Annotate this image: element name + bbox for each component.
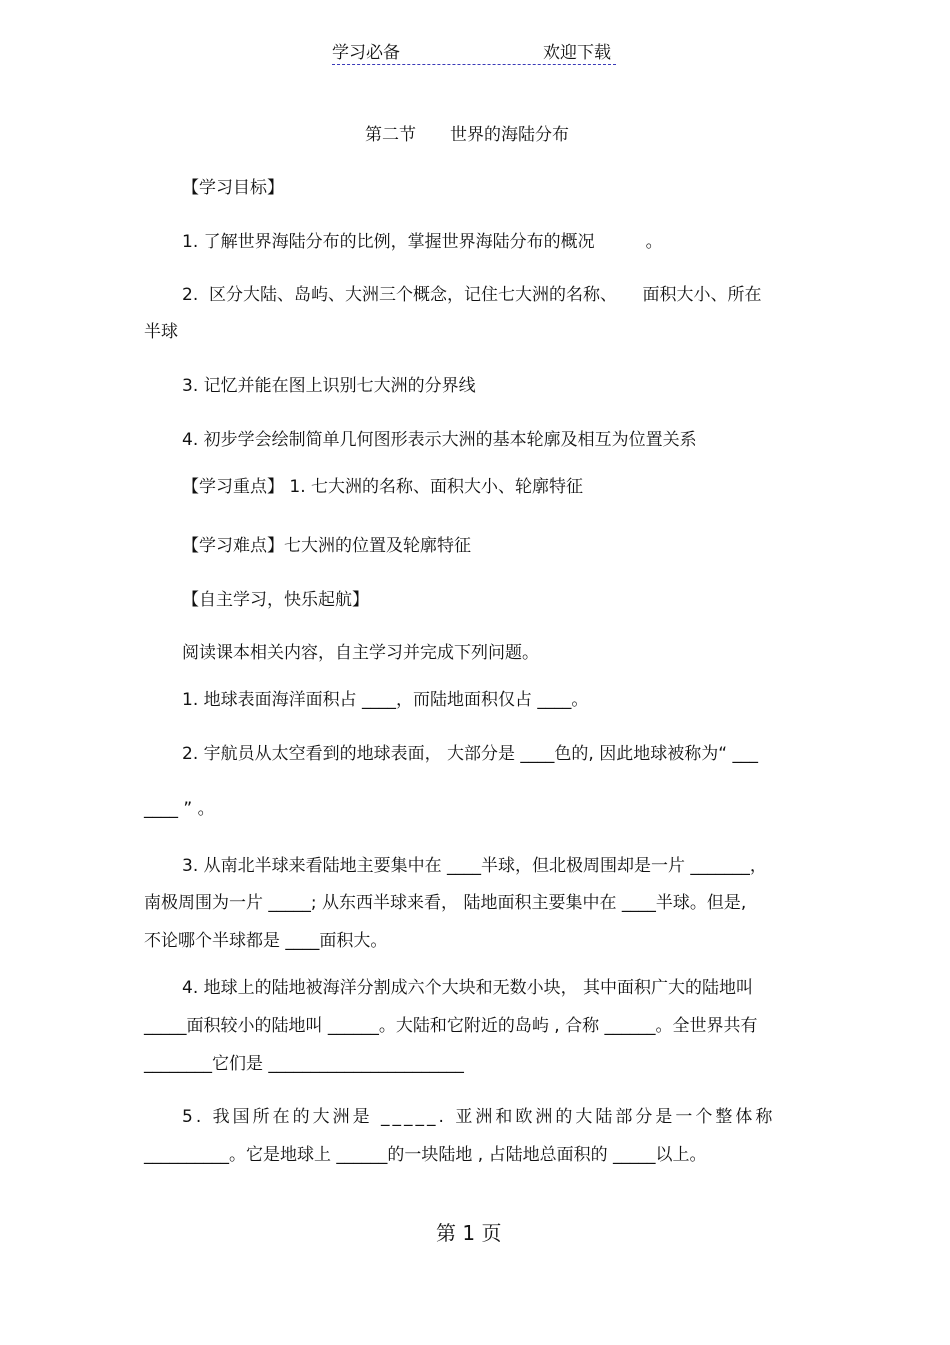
goal-3: 3. 记忆并能在图上识别七大洲的分界线 — [182, 376, 476, 396]
question-3-line-3: 不论哪个半球都是 ____面积大。 — [144, 931, 388, 951]
question-4-line-2: _____面积较小的陆地叫 ______。大陆和它附近的岛屿 , 合称 ______。全世界共有 — [144, 1016, 758, 1036]
goal-4: 4. 初步学会绘制简单几何图形表示大洲的基本轮廓及相互为位置关系 — [182, 430, 697, 450]
question-2-line-2: ____ ” 。 — [144, 799, 215, 819]
instruction: 阅读课本相关内容，自主学习并完成下列问题。 — [182, 643, 539, 663]
goal-heading: 【学习目标】 — [182, 178, 284, 198]
goal-1: 1. 了解世界海陆分布的比例，掌握世界海陆分布的概况 。 — [182, 232, 663, 252]
goal-2-line-2: 半球 — [144, 322, 178, 342]
key-point: 【学习重点】 1. 七大洲的名称、面积大小、轮廓特征 — [182, 477, 584, 497]
question-3-line-2: 南极周围为一片 _____; 从东西半球来看， 陆地面积主要集中在 ____半球。但是, — [144, 893, 747, 913]
question-5-line-1: 5. 我国所在的大洲是 _____. 亚洲和欧洲的大陆部分是一个整体称 — [182, 1107, 776, 1127]
question-2-line-1: 2. 宇航员从太空看到的地球表面， 大部分是 ____色的, 因此地球被称为“ ___ — [182, 744, 758, 764]
header-left-text: 学习必备 — [332, 43, 400, 63]
difficulty: 【学习难点】七大洲的位置及轮廓特征 — [182, 536, 471, 556]
question-3-line-1: 3. 从南北半球来看陆地主要集中在 ____半球，但北极周围却是一片 _______， — [182, 856, 767, 876]
question-5-line-2: __________。它是地球上 ______的一块陆地 , 占陆地总面积的 _____以上。 — [144, 1145, 707, 1165]
goal-2-line-1: 2. 区分大陆、岛屿、大洲三个概念，记住七大洲的名称、 面积大小、所在 — [182, 285, 762, 305]
question-4-line-3: ________它们是 _______________________ — [144, 1054, 464, 1074]
question-4-line-1: 4. 地球上的陆地被海洋分割成六个大块和无数小块， 其中面积广大的陆地叫 — [182, 978, 754, 998]
page-title: 第二节 世界的海陆分布 — [365, 125, 569, 145]
question-1: 1. 地球表面海洋面积占 ____，而陆地面积仅占 ____。 — [182, 690, 589, 710]
self-study-heading: 【自主学习，快乐起航】 — [182, 590, 369, 610]
header-dashed-underline — [332, 64, 616, 65]
header-right-text: 欢迎下载 — [543, 43, 611, 63]
page-number: 第 1 页 — [436, 1221, 502, 1245]
